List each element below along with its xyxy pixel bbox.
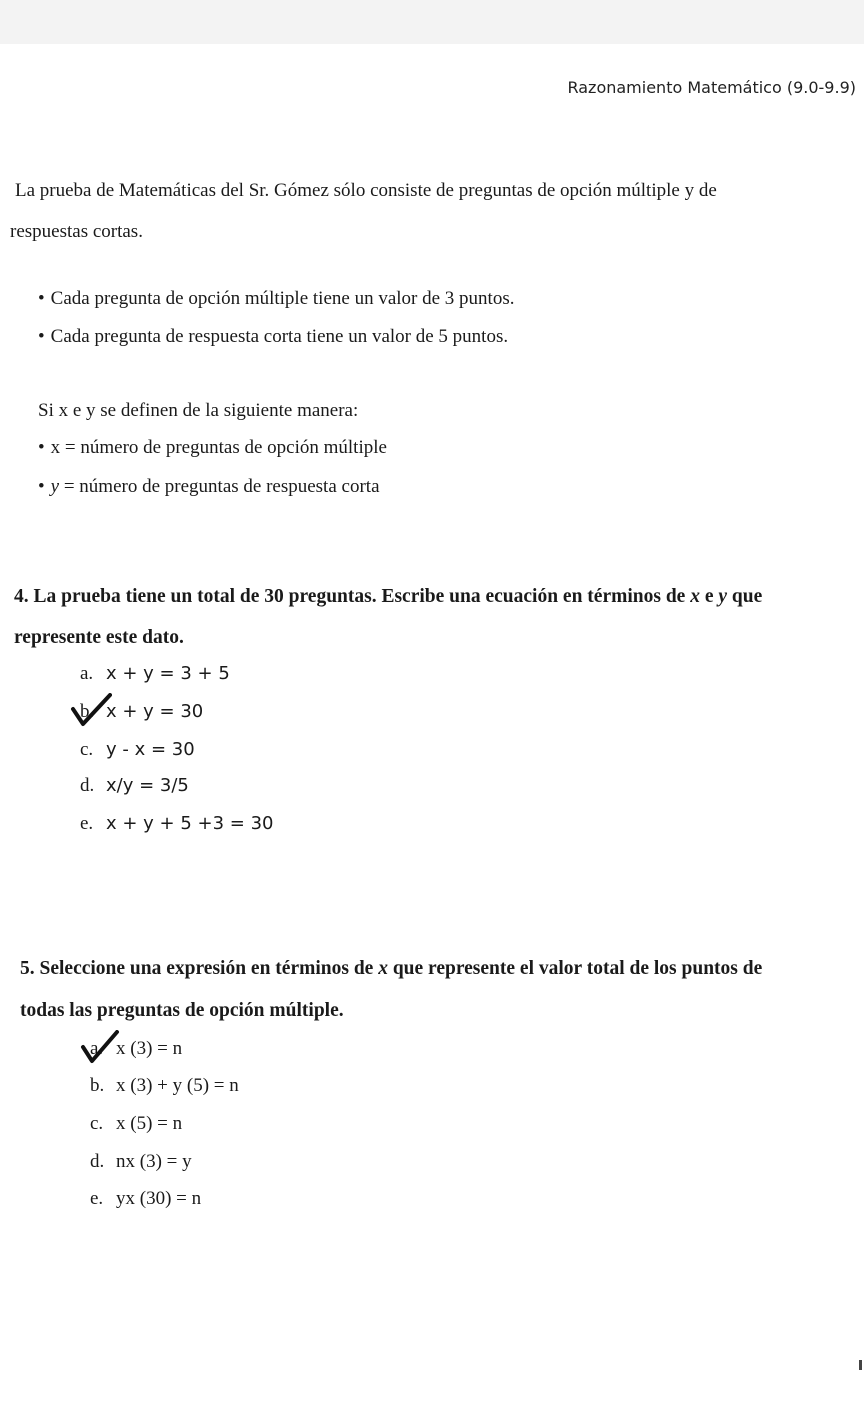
checkmark-icon bbox=[70, 693, 112, 729]
scroll-indicator bbox=[859, 1360, 862, 1370]
checkmark-icon bbox=[80, 1030, 120, 1066]
definition-y: • y = número de preguntas de respuesta corta bbox=[38, 476, 380, 497]
page-header: Razonamiento Matemático (9.0-9.9) bbox=[567, 78, 856, 97]
question-5-option-a[interactable]: a. x (3) = n bbox=[90, 1038, 183, 1059]
question-5-option-e[interactable]: e. yx (30) = n bbox=[90, 1188, 202, 1209]
definitions-lead: Si x e y se definen de la siguiente manera: bbox=[38, 400, 359, 421]
question-5-option-d[interactable]: d. nx (3) = y bbox=[90, 1151, 192, 1172]
question-5-option-b[interactable]: b. x (3) + y (5) = n bbox=[90, 1075, 239, 1096]
question-4-option-c[interactable]: c. y - x = 30 bbox=[80, 739, 195, 760]
var-x: x bbox=[50, 437, 61, 458]
bullet-multiple-choice: • Cada pregunta de opción múltiple tiene un valor de 3 puntos. bbox=[38, 288, 515, 309]
bullet-text: Cada pregunta de opción múltiple tiene un valor de 3 puntos. bbox=[50, 288, 515, 309]
bullet-short-answer: • Cada pregunta de respuesta corta tiene un valor de 5 puntos. bbox=[38, 326, 509, 347]
intro-line-2: respuestas cortas. bbox=[10, 221, 143, 242]
question-5-line-1: 5. Seleccione una expresión en términos de x que represente el valor total de los puntos de bbox=[20, 958, 763, 979]
bullet-text: Cada pregunta de respuesta corta tiene un valor de 5 puntos. bbox=[50, 326, 509, 347]
top-bar bbox=[0, 0, 864, 44]
definition-x: • x = número de preguntas de opción múltiple bbox=[38, 437, 387, 458]
question-4-line-1: 4. La prueba tiene un total de 30 preguntas. Escribe una ecuación en términos de x e y que bbox=[14, 586, 763, 607]
question-4-option-d[interactable]: d. x/y = 3/5 bbox=[80, 775, 189, 796]
definition-text: = número de preguntas de opción múltiple bbox=[64, 437, 387, 458]
var-y: y bbox=[50, 476, 60, 497]
question-5-line-2: todas las preguntas de opción múltiple. bbox=[20, 1000, 344, 1021]
intro-line-1: La prueba de Matemáticas del Sr. Gómez sólo consiste de preguntas de opción múltiple y de bbox=[15, 180, 717, 201]
question-4-option-e[interactable]: e. x + y + 5 +3 = 30 bbox=[80, 813, 274, 834]
question-4-option-a[interactable]: a. x + y = 3 + 5 bbox=[80, 663, 230, 684]
question-5-option-c[interactable]: c. x (5) = n bbox=[90, 1113, 183, 1134]
definition-text: = número de preguntas de respuesta corta bbox=[63, 476, 380, 497]
question-4-option-b[interactable]: b. x + y = 30 bbox=[80, 701, 204, 722]
question-4-line-2: represente este dato. bbox=[14, 627, 184, 648]
